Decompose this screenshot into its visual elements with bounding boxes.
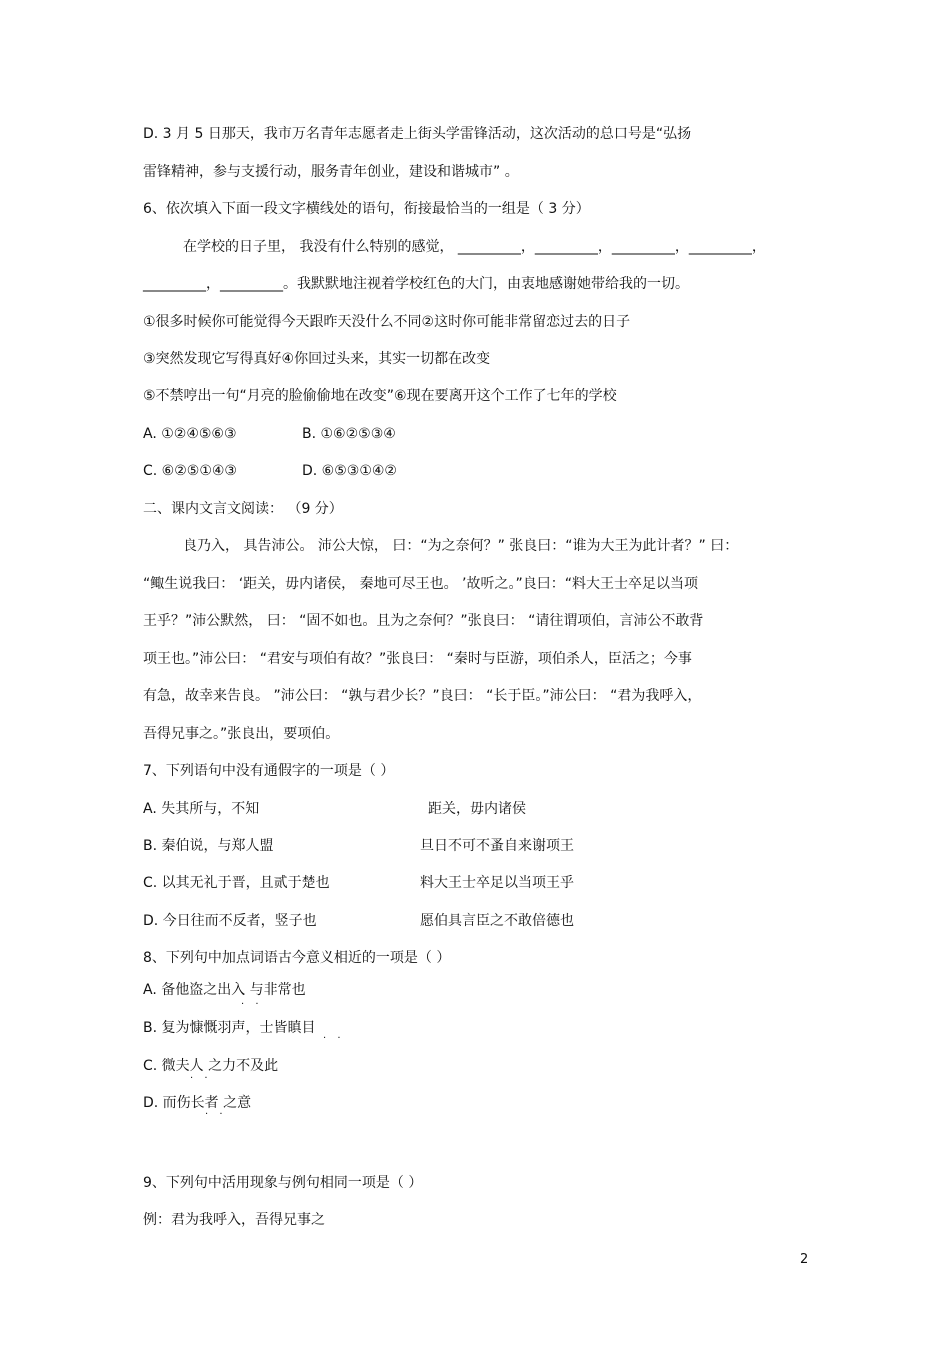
question-8-option-c: C. 微夫人 之力不及此 — [143, 1058, 279, 1074]
section-2-heading: 二、课内文言文阅读： （9 分） — [143, 501, 343, 517]
question-6-sentences-2: ③突然发现它写得真好④你回过头来，其实一切都在改变 — [143, 351, 491, 367]
question-8-stem: 8、下列句中加点词语古今意义相近的一项是（ ） — [143, 950, 451, 966]
question-7-option-a-right: 距关，毋内诸侯 — [428, 801, 526, 817]
question-6-sentences-1: ①很多时候你可能觉得今天跟昨天没什么不同②这时你可能非常留恋过去的日子 — [143, 314, 631, 330]
passage-line-4: 项王也。”沛公曰： “君安与项伯有故？”张良曰： “秦时与臣游，项伯杀人，臣活之；今事 — [143, 651, 692, 667]
question-6-sentences-3: ⑤不禁哼出一句“月亮的脸偷偷地在改变”⑥现在要离开这个工作了七年的学校 — [143, 388, 617, 404]
question-7-stem: 7、下列语句中没有通假字的一项是（ ） — [143, 763, 395, 779]
question-7-option-d-left: D. 今日往而不反者，竖子也 — [143, 913, 317, 929]
question-8-option-a: A. 备他盗之出入 与非常也 — [143, 982, 306, 998]
passage-line-6: 吾得兄事之。”张良出，要项伯。 — [143, 726, 340, 742]
question-7-option-a-left: A. 失其所与，不知 — [143, 801, 260, 817]
emphasis-dots-d: · · — [205, 1109, 227, 1120]
question-6-option-b: B. ①⑥②⑤③④ — [302, 426, 396, 442]
question-5-option-d-line-1: D. 3 月 5 日那天，我市万名青年志愿者走上街头学雷锋活动，这次活动的总口号是“弘扬 — [143, 126, 692, 142]
passage-line-3: 王乎？”沛公默然， 曰： “固不如也。且为之奈何？”张良曰： “请往谓项伯，言沛公不敢背 — [143, 613, 704, 629]
question-6-option-a: A. ①②④⑤⑥③ — [143, 426, 237, 442]
question-9-stem: 9、下列句中活用现象与例句相同一项是（ ） — [143, 1175, 423, 1191]
question-7-option-c-right: 料大王士卒足以当项王乎 — [420, 875, 574, 891]
passage-line-5: 有急，故幸来告良。 ”沛公曰： “孰与君少长？”良曰： “长于臣。”沛公曰： “君为我呼入， — [143, 688, 702, 704]
page-number: 2 — [800, 1252, 809, 1267]
passage-line-2: “鲰生说我曰： ‘距关，毋内诸侯， 秦地可尽王也。 ’故听之。”良曰：“料大王士卒足以当项 — [143, 576, 699, 592]
emphasis-dots-c: · · — [190, 1073, 212, 1084]
question-6-option-row-2 — [143, 461, 397, 481]
question-7-option-b-right: 旦日不可不蚤自来谢项王 — [420, 838, 574, 854]
question-6-option-d: D. ⑥⑤③①④② — [302, 463, 397, 479]
emphasis-dots-a: · · — [241, 999, 263, 1010]
question-9-example: 例：君为我呼入，吾得兄事之 — [143, 1212, 325, 1228]
question-8-option-d: D. 而伤长者 之意 — [143, 1095, 252, 1111]
question-5-option-d-line-2: 雷锋精神，参与支援行动，服务青年创业，建设和谐城市” 。 — [143, 164, 519, 180]
question-6-option-c: C. ⑥②⑤①④③ — [143, 463, 237, 479]
question-6-stem: 6、依次填入下面一段文字横线处的语句，衔接最恰当的一组是（ 3 分） — [143, 201, 590, 217]
question-7-option-b-left: B. 秦伯说，与郑人盟 — [143, 838, 274, 854]
question-6-paragraph-line-1: 在学校的日子里， 我没有什么特别的感觉， _________，_________，_________，_________， — [183, 239, 766, 255]
question-6-option-row-1 — [143, 424, 396, 444]
question-7-option-c-left: C. 以其无礼于晋，且贰于楚也 — [143, 875, 330, 891]
question-7-option-d-right: 愿伯具言臣之不敢倍德也 — [420, 913, 574, 929]
passage-line-1: 良乃入， 具告沛公。 沛公大惊， 曰：“为之奈何？” 张良曰：“谁为大王为此计者？” 曰： — [183, 538, 739, 554]
emphasis-dots-b: · · — [323, 1033, 345, 1044]
question-8-option-b: B. 复为慷慨羽声，士皆瞋目 — [143, 1020, 316, 1036]
question-6-paragraph-line-2: _________，_________。我默默地注视着学校红色的大门，由衷地感谢她带给我的一切。 — [143, 276, 689, 292]
